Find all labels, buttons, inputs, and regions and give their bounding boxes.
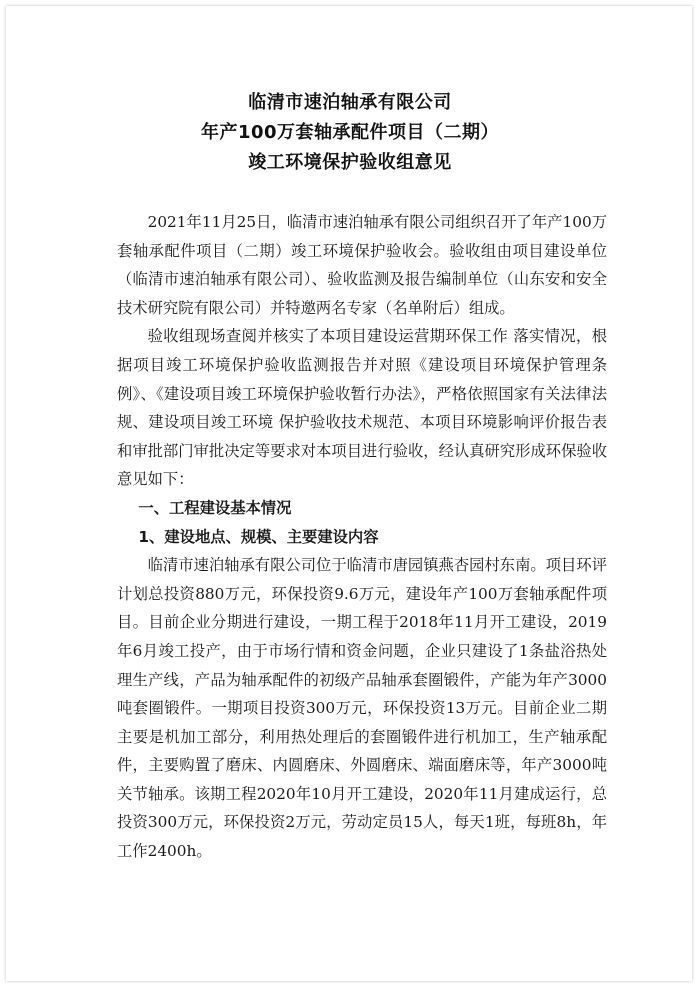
document-body — [117, 208, 607, 866]
title-opinion: 竣工环境保护验收组意见 — [248, 152, 452, 173]
paragraph-review: 验收组现场查阅并核实了本项目建设运营期环保工作 落实情况，根据项目竣工环境保护验收监测报告并对照《建设项目环境保护管理条例》、《建设项目竣工环境保护验收暂行办法》，严格依照国家有关法律法规、建设项目竣工环境 保护验收技术规范、本项目环境影响评价报告表和审批部门审批决定等要求对本项目进行验收，经认真研究形成环保验收意见如下： — [117, 327, 607, 489]
title-company: 临清市速泊轴承有限公司 — [248, 92, 452, 113]
document-title — [0, 88, 700, 178]
subsection-heading: 1、建设地点、规模、主要建设内容 — [138, 527, 379, 546]
title-project: 年产100万套轴承配件项目（二期） — [200, 122, 500, 143]
paragraph-project-info: 临清市速泊轴承有限公司位于临清市唐园镇燕杏园村东南。项目环评计划总投资880万元，环保投资9.6万元，建设年产100万套轴承配件项目。目前企业分期进行建设，一期工程于2018年11月开工建设，2019年6月竣工投产，由于市场行情和资金问题，企业只建设了1条盐浴热处理生产线，产品为轴承配件的初级产品轴承套圈锻件，产能为年产3000吨套圈锻件。一期项目投资300万元，环保投资13万元。目前企业二期主要是机加工部分，利用热处理后的套圈锻件进行机加工，生产轴承配件，主要购置了磨床、内圆磨床、外圆磨床、端面磨床等，年产3000吨关节轴承。该期工程2020年10月开工建设，2020年11月建成运行，总投资300万元，环保投资2万元，劳动定员15人，每天1班，每班8h，年工作2400h。 — [117, 556, 607, 861]
section-heading: 一、工程建设基本情况 — [138, 498, 292, 517]
paragraph-meeting: 2021年11月25日，临清市速泊轴承有限公司组织召开了年产100万套轴承配件项目（二期）竣工环境保护验收会。验收组由项目建设单位（临清市速泊轴承有限公司）、验收监测及报告编制单位（山东安和安全技术研究院有限公司）并特邀两名专家（名单附后）组成。 — [117, 213, 607, 317]
